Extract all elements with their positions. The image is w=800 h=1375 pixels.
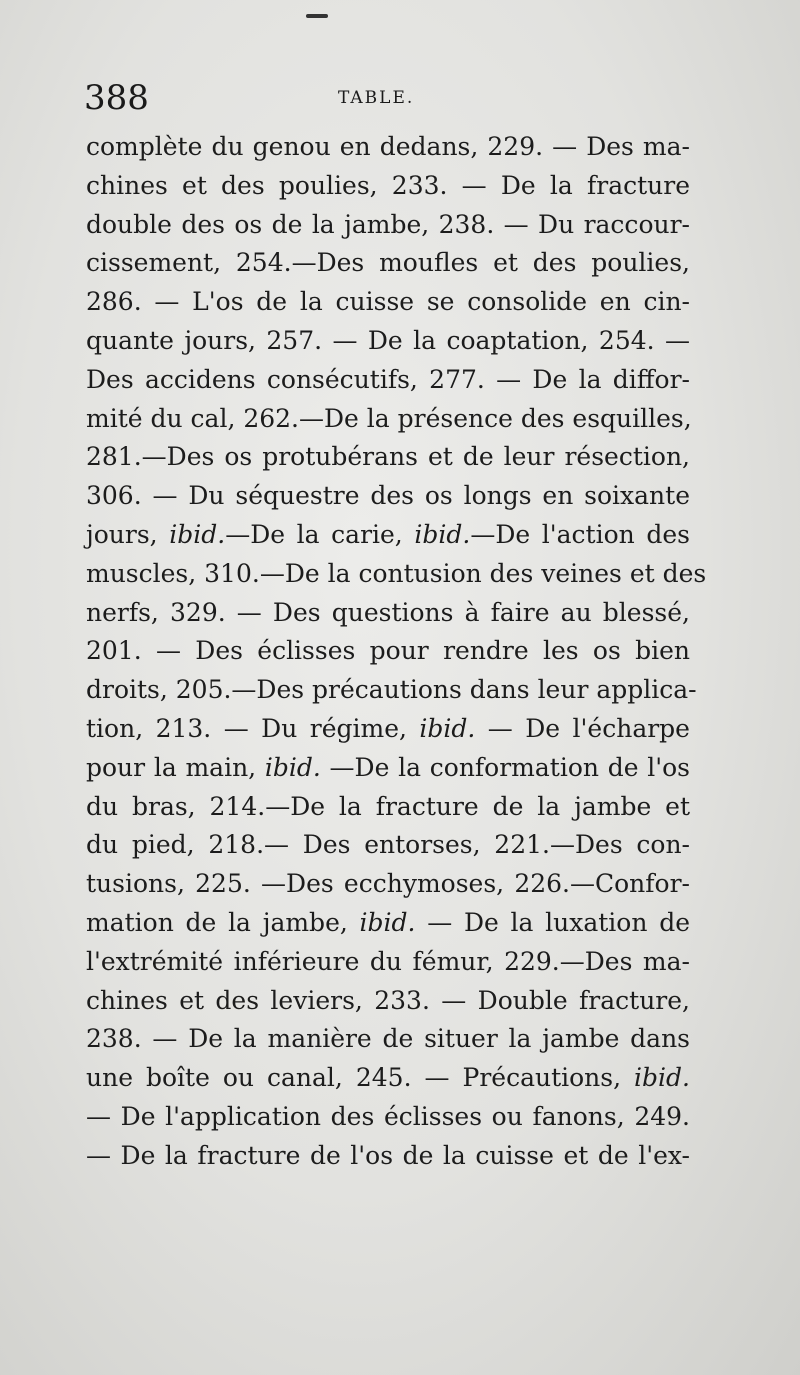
text-line: nerfs, 329. — Des questions à faire au blessé, xyxy=(86,597,690,627)
text-line: chines et des poulies, 233. — De la fracture xyxy=(86,170,690,200)
text-line: 281.—Des os protubérans et de leur résection, xyxy=(86,442,690,472)
text-line: pour la main, ibid. —De la conformation de l'os xyxy=(86,752,690,782)
ibid-italic: ibid. xyxy=(359,907,416,937)
text-line: cissement, 254.—Des moufles et des poulies, xyxy=(86,248,690,278)
text-line: 238. — De la manière de situer la jambe dans xyxy=(86,1024,690,1054)
text-line: — De l'application des éclisses ou fanons, 249. xyxy=(86,1101,690,1131)
text-line: — De la fracture de l'os de la cuisse et de l'ex- xyxy=(86,1140,690,1170)
ibid-italic: ibid. xyxy=(264,752,321,782)
index-text xyxy=(86,128,707,1176)
text-line: du pied, 218.— Des entorses, 221.—Des con- xyxy=(86,830,690,860)
text-line: une boîte ou canal, 245. — Précautions, ibid. xyxy=(86,1063,690,1093)
text-line: tusions, 225. —Des ecchymoses, 226.—Confor- xyxy=(86,869,690,899)
ibid-italic: ibid. xyxy=(414,519,471,549)
text-line: muscles, 310.—De la contusion des veines et des xyxy=(86,558,707,588)
text-line: mation de la jambe, ibid. — De la luxation de xyxy=(86,907,690,937)
text-line: mité du cal, 262.—De la présence des esquilles, xyxy=(86,403,692,433)
text-line: droits, 205.—Des précautions dans leur applica- xyxy=(86,675,697,705)
text-line: du bras, 214.—De la fracture de la jambe et xyxy=(86,791,690,821)
text-line: 306. — Du séquestre des os longs en soixante xyxy=(86,481,690,511)
text-line: Des accidens consécutifs, 277. — De la diffor- xyxy=(86,364,690,394)
text-line: quante jours, 257. — De la coaptation, 254. — xyxy=(86,325,690,355)
ibid-italic: ibid. xyxy=(419,713,476,743)
text-line: tion, 213. — Du régime, ibid. — De l'écharpe xyxy=(86,713,690,743)
text-line: chines et des leviers, 233. — Double fracture, xyxy=(86,985,690,1015)
page-header xyxy=(84,78,696,118)
ibid-italic: ibid. xyxy=(169,519,226,549)
running-head: TABLE. xyxy=(338,88,415,108)
top-margin-mark xyxy=(306,14,328,18)
text-line: complète du genou en dedans, 229. — Des ma- xyxy=(86,132,690,161)
text-line: 286. — L'os de la cuisse se consolide en cin- xyxy=(86,287,690,317)
text-line: l'extrémité inférieure du fémur, 229.—Des ma- xyxy=(86,946,690,976)
page-number: 388 xyxy=(84,78,149,118)
text-line: jours, ibid.—De la carie, ibid.—De l'action des xyxy=(86,519,690,549)
text-line: 201. — Des éclisses pour rendre les os bien xyxy=(86,636,690,666)
ibid-italic: ibid. xyxy=(634,1063,690,1093)
text-line: double des os de la jambe, 238. — Du raccour- xyxy=(86,209,690,239)
